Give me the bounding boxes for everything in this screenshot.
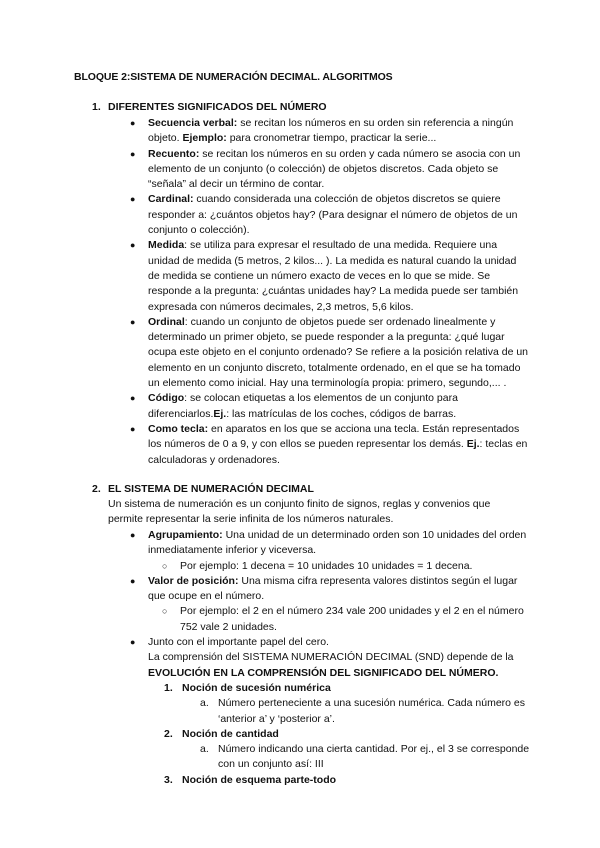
- nocion-2-detail: a. Número indicando una cierta cantidad. Por ej., el 3 se corresponde con un conjunto así: III: [200, 743, 530, 771]
- nocion-1-detail: a. Número perteneciente a una sucesión numérica. Cada número es ‘anterior a’ y ‘posterior a’.: [200, 697, 526, 725]
- term: Como tecla:: [148, 422, 209, 435]
- term: Secuencia verbal:: [148, 117, 238, 129]
- document-title: BLOQUE 2:SISTEMA DE NUMERACIÓN DECIMAL. ALGORITMOS: [74, 71, 393, 83]
- bullet-icon: ●: [130, 240, 136, 251]
- circle-bullet-icon: ○: [162, 606, 168, 617]
- section-1-list: [130, 116, 530, 468]
- nocion-3: 3. Noción de esquema parte-todo: [164, 773, 337, 786]
- term-example: Ej.: [466, 438, 480, 451]
- list-item-valor-posicion: [130, 574, 530, 605]
- definition: : cuando un conjunto de objetos puede ser ordenado linealmente y determinado un primer objeto, se puede responder a la pregunta: ¿qué lugar ocupa este objeto en el conjunto ordenado? Se refiere a la posición relativa de un elemento en un conjunto discreto, totalmente ordenado, en el que se ha tomado un elemento como inicial. Hay una terminología propia: primero, segundo,... .: [148, 315, 529, 390]
- list-item-codigo: [130, 391, 530, 422]
- definition: cuando considerada una colección de objetos discretos se quiere responder a: ¿cuántos objetos hay? (Para designar el número de objetos de un conjunto o colección).: [148, 193, 518, 237]
- term: Recuento:: [148, 147, 200, 160]
- bullet-icon: ●: [130, 316, 136, 327]
- example-text: para cronometrar tiempo, practicar la serie...: [226, 132, 437, 145]
- definition: Una unidad de un determinado orden son 10 unidades del orden inmediatamente inferior y viceversa.: [148, 529, 527, 557]
- snd-paragraph: La comprensión del SISTEMA NUMERACIÓN DECIMAL (SND) depende de la EVOLUCIÓN EN LA COMPRENSIÓN DEL SIGNIFICADO DEL NÚMERO.: [148, 651, 514, 679]
- nocion-2: 2. Noción de cantidad: [164, 727, 279, 740]
- list-item-cero: ● Junto con el importante papel del cero.: [130, 635, 530, 650]
- section-2-intro: [108, 497, 528, 528]
- term-example: Ej.: [213, 407, 227, 420]
- definition: : se colocan etiquetas a los elementos de un conjunto para diferenciarlos.: [148, 392, 458, 420]
- list-item-recuento: [130, 147, 530, 193]
- term: Medida: [148, 239, 185, 252]
- section-2-number: 2.: [92, 483, 101, 495]
- list-item-agrupamiento: [130, 528, 530, 559]
- nocion-1: 1. Noción de sucesión numérica: [164, 681, 331, 694]
- section-1-number: 1.: [92, 101, 101, 113]
- nociones-list: [130, 681, 530, 788]
- section-2-list: [130, 528, 530, 788]
- list-item-cardinal: [130, 192, 530, 238]
- bullet-icon: ●: [130, 148, 136, 159]
- definition: Una misma cifra representa valores distintos según el lugar que ocupe en el número.: [148, 574, 518, 603]
- list-item-medida: [130, 238, 530, 314]
- bullet-icon: ●: [130, 575, 136, 586]
- bullet-icon: ●: [130, 393, 136, 404]
- bullet-icon: ●: [130, 118, 136, 128]
- sublist-posicion: [130, 604, 530, 635]
- bullet-icon: ●: [130, 637, 136, 648]
- section-2-title: EL SISTEMA DE NUMERACIÓN DECIMAL: [108, 483, 314, 495]
- definition: se recitan los números en su orden y cada número se asocia con un elemento de un conjunto (o colección) de objetos discretos. Cada objeto se “señala” al decir un término de contar.: [148, 147, 521, 191]
- example-text: : las matrículas de los coches, códigos de barras.: [226, 407, 457, 420]
- term: Valor de posición:: [148, 574, 239, 587]
- definition: se recitan los números en su orden sin referencia a ningún objeto.: [148, 117, 514, 145]
- sublist-agrupamiento: [130, 559, 530, 574]
- list-item-ordinal: [130, 315, 530, 391]
- intro-paragraph: Un sistema de numeración es un conjunto finito de signos, reglas y convenios que permite representar la serie infinita de los números naturales.: [108, 498, 491, 526]
- sub-item: ○ Por ejemplo: 1 decena = 10 unidades 10 unidades = 1 decena.: [162, 559, 530, 574]
- definition: en aparatos en los que se acciona una tecla. Están representados los números de 0 a 9, y con ellos se pueden representar los demás.: [148, 422, 520, 451]
- sub-item: ○ Por ejemplo: el 2 en el número 234 vale 200 unidades y el 2 en el número 752 vale 2 unidades.: [162, 605, 524, 633]
- term: Ordinal: [148, 315, 185, 328]
- term-example: Ejemplo:: [182, 132, 227, 145]
- term: Código: [148, 392, 185, 405]
- bullet-icon: ●: [130, 530, 136, 540]
- term: Cardinal:: [148, 193, 194, 206]
- bullet-icon: ●: [130, 194, 136, 205]
- definition: : se utiliza para expresar el resultado de una medida. Requiere una unidad de medida (5 metros, 2 kilos... ). La medida es natural cuando la unidad de medida se contiene un número exacto de veces en lo que se mide. Se responde a la pregunta: ¿cuántas unidades hay? La medida puede ser también expresada con números decimales, 2,3 metros, 5,6 kilos.: [148, 239, 519, 313]
- term: Agrupamiento:: [148, 529, 223, 541]
- list-item-como-tecla: [130, 422, 530, 468]
- bullet-icon: ●: [130, 423, 136, 434]
- circle-bullet-icon: ○: [162, 560, 168, 571]
- list-item-secuencia-verbal: [130, 116, 530, 147]
- example-text: : teclas en calculadoras y ordenadores.: [148, 438, 528, 466]
- section-1-title: DIFERENTES SIGNIFICADOS DEL NÚMERO: [108, 101, 327, 113]
